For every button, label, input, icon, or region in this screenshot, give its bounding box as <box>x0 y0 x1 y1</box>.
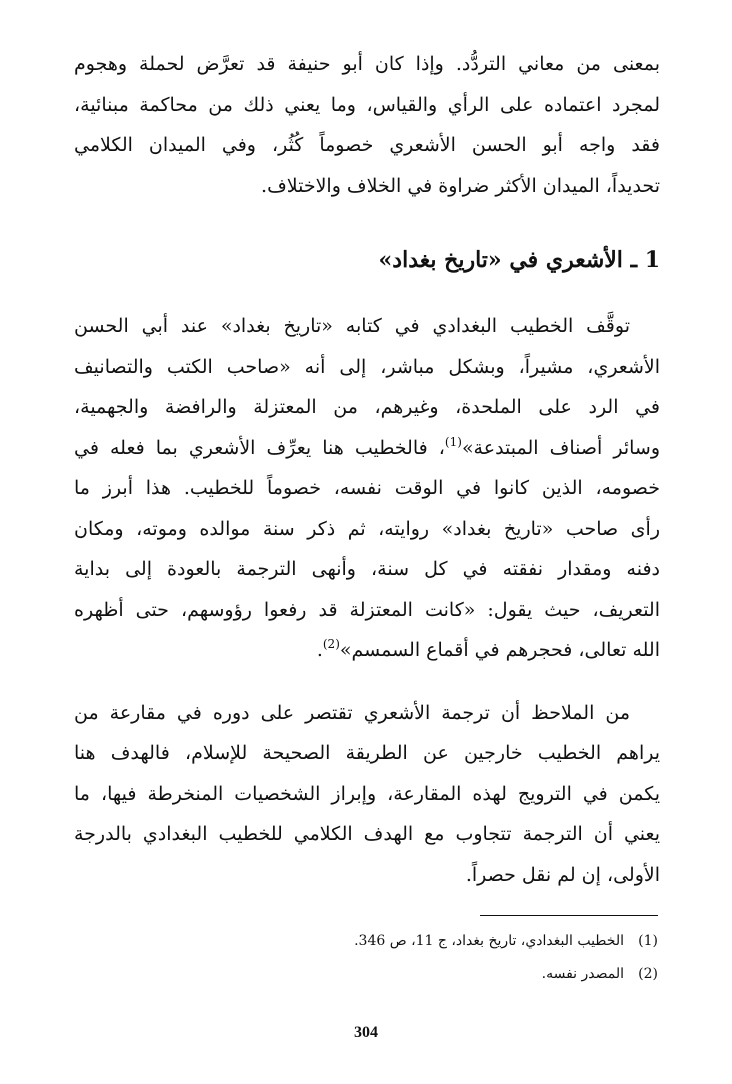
footnote-2 <box>72 958 658 991</box>
footnote-divider <box>480 915 658 916</box>
text-line: لمجرد اعتماده على الرأي والقياس، وما يعني ذلك من محاكمة مبنائية، <box>74 93 660 116</box>
text-line: تحديداً، الميدان الأكثر ضراوة في الخلاف والاختلاف. <box>261 174 660 197</box>
text-line-with-footnote <box>74 630 660 671</box>
text-line: فقد واجه أبو الحسن الأشعري خصوماً كُثُر، وفي الميدان الكلامي <box>74 134 660 156</box>
text-line: يراهم الخطيب خارجين عن الطريقة الصحيحة للإسلام، فالهدف هنا <box>74 742 660 764</box>
paragraph-conclusion <box>74 693 660 896</box>
page-body <box>74 44 660 895</box>
text-line: الأشعري، مشيراً، وبشكل مباشر، إلى أنه «صاحب الكتب والتصانيف <box>74 355 660 378</box>
text-line: توقَّف الخطيب البغدادي في كتابه «تاريخ بغداد» عند أبي الحسن <box>74 315 630 337</box>
section-heading: 1 ـ الأشعري في «تاريخ بغداد» <box>378 247 660 273</box>
text-line: من الملاحظ أن ترجمة الأشعري تقتصر على دوره في مقارعة من <box>74 701 630 724</box>
text-segment: وسائر أصناف المبتدعة» <box>461 436 660 459</box>
text-line: بمعنى من معاني التردُّد. وإذا كان أبو حنيفة قد تعرَّض لحملة وهجوم <box>74 53 660 75</box>
text-segment: ، فالخطيب هنا يعرِّف الأشعري بما فعله في <box>74 436 445 459</box>
text-segment: . <box>316 639 323 661</box>
paragraph-spacer <box>74 671 660 693</box>
footnote-ref-2[interactable]: (2) <box>322 637 340 651</box>
text-line-with-footnote <box>74 428 660 469</box>
paragraph-intro <box>74 44 660 206</box>
text-line: خصومه، الذين كانوا في الوقت نفسه، خصوماً للخطيب. هذا أبرز ما <box>74 477 660 499</box>
text-line: التعريف، حيث يقول: «كانت المعتزلة قد رفعوا رؤوسهم، حتى أظهره <box>74 598 660 621</box>
footnote-1 <box>72 925 658 958</box>
page-number: 304 <box>354 1024 378 1041</box>
footnote-text: المصدر نفسه. <box>541 966 624 982</box>
footnote-ref-1[interactable]: (1) <box>444 434 462 449</box>
text-line: الأولى، إن لم نقل حصراً. <box>465 863 660 886</box>
text-line: يعني أن الترجمة تتجاوب مع الهدف الكلامي للخطيب البغدادي بالدرجة <box>74 823 660 845</box>
text-segment: الله تعالى، فحجرهم في أقماع السمسم» <box>339 639 660 661</box>
footnote-number: (2) <box>638 966 658 982</box>
text-line: في الرد على الملحدة، وغيرهم، من المعتزلة والرافضة والجهمية، <box>74 396 660 418</box>
footnote-text: الخطيب البغدادي، تاريخ بغداد، ج 11، ص 346. <box>354 933 624 949</box>
footnotes <box>72 925 658 991</box>
text-line: دفنه ومقدار نفقته في كل سنة، وأنهى الترجمة بالعودة إلى بداية <box>74 558 660 580</box>
text-line: رأى صاحب «تاريخ بغداد» روايته، ثم ذكر سنة موالده وموته، ومكان <box>74 517 660 540</box>
paragraph-khatib <box>74 306 660 671</box>
footnote-number: (1) <box>638 933 658 949</box>
text-line: يكمن في الترويج لهذه المقارعة، وإبراز الشخصيات المنخرطة فيها، ما <box>74 782 660 805</box>
